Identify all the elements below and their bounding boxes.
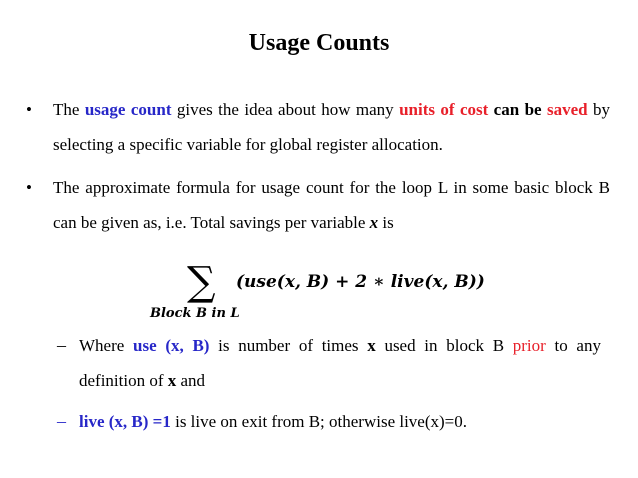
usage-count-formula [140, 259, 540, 328]
sub-bullet-use [57, 328, 601, 398]
text-run: The [53, 100, 85, 119]
text-run: and [176, 371, 206, 390]
text-run: is live on exit from B; otherwise live(x)=0. [170, 412, 468, 431]
sub-bullet-dash: – [57, 335, 66, 355]
highlight-usage-count: usage count [84, 100, 172, 119]
bullet-formula-intro [20, 170, 610, 240]
text-run: by selecting a specific variable for global register allocation. [53, 100, 611, 154]
bullet-text [53, 92, 610, 162]
highlight-prior: prior [512, 336, 546, 355]
bullet-usage-count [20, 92, 610, 162]
bullet-text [53, 170, 610, 240]
text-run: gives the idea about how many [171, 100, 400, 119]
slide-title: Usage Counts [248, 30, 390, 56]
text-run: Where [79, 336, 134, 355]
highlight-live-x-b: live (x, B) =1 [79, 412, 171, 431]
bullet-marker: • [26, 178, 32, 197]
highlight-units-of-cost: units of cost [399, 100, 489, 119]
highlight-saved: saved [547, 100, 588, 119]
sub-bullet-dash: – [57, 411, 66, 431]
text-run: is number of times [209, 336, 368, 355]
bullet-marker: • [26, 100, 32, 119]
bold-x: x [367, 336, 376, 355]
variable-x: x [369, 213, 379, 232]
sub-bullet-live [57, 404, 601, 439]
text-run: is [378, 213, 394, 232]
highlight-use-x-b: use (x, B) [133, 336, 210, 355]
summation-symbol: ∑ [187, 259, 216, 305]
bold-x: x [167, 371, 177, 390]
summation-range: Block B in L [150, 306, 240, 321]
formula-expression: (use(x, B) + 2 ∗ live(x, B)) [236, 272, 485, 292]
sub-bullet-text [79, 404, 601, 439]
bold-can-be: can be [488, 100, 542, 119]
text-run: The approximate formula for usage count for the loop L in some basic block B can be given as, i.e. Total savings per variable [53, 178, 610, 232]
text-run: to any definition of [79, 336, 601, 390]
sub-bullet-text [79, 328, 601, 398]
text-run: used in block B [375, 336, 513, 355]
